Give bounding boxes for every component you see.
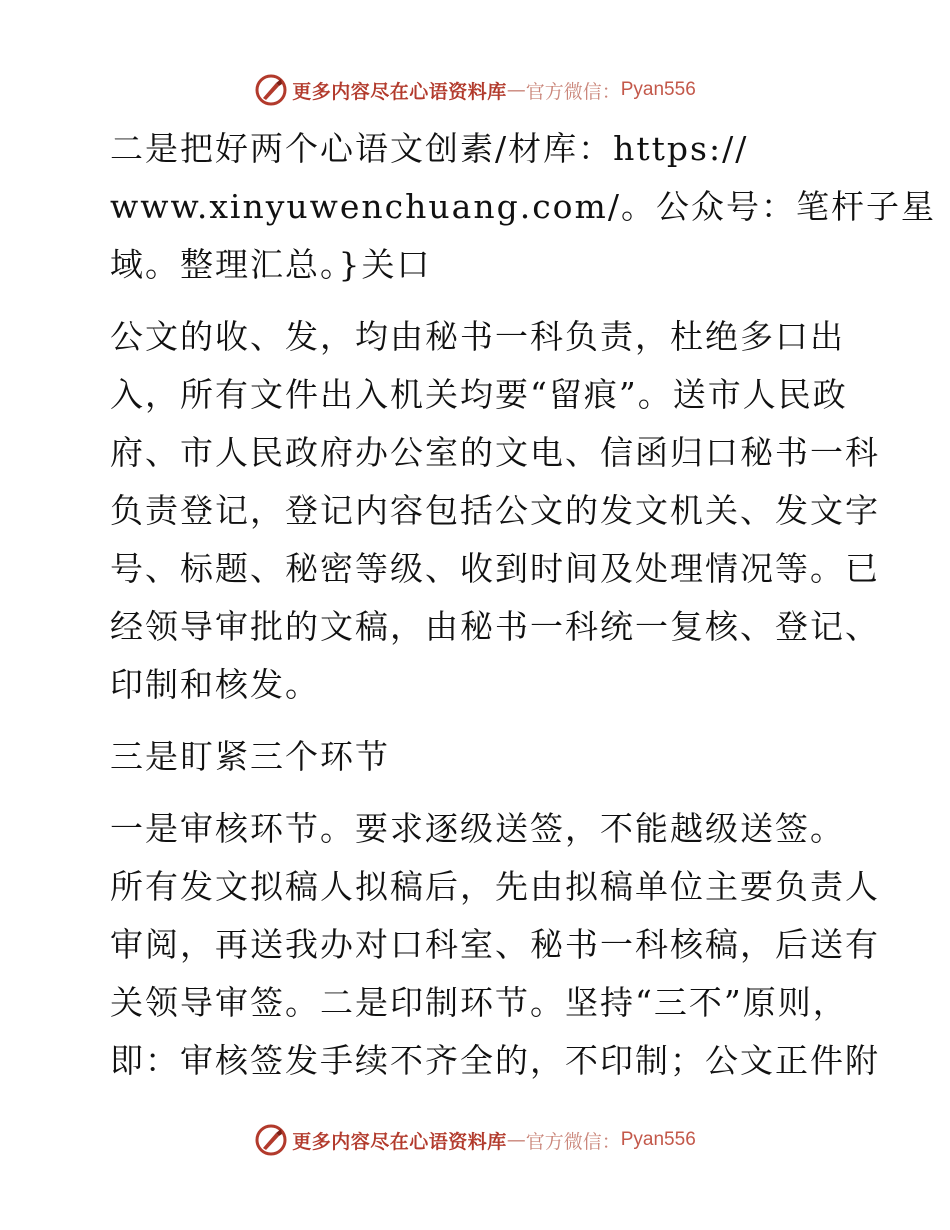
watermark-dash: —	[506, 79, 526, 101]
text-line: 入，所有文件出入机关均要“留痕”。送市人民政	[110, 375, 848, 414]
watermark-main-text: 更多内容尽在心语资料库	[292, 1130, 507, 1153]
paragraph-3	[98, 728, 858, 786]
text-line: 域。整理汇总。}关口	[110, 245, 432, 284]
paragraph-4	[98, 800, 880, 1090]
watermark-wechat-id: Pyan556	[620, 1129, 696, 1150]
document-body	[98, 120, 936, 1104]
footer-watermark	[0, 1120, 950, 1160]
text-line: 关领导审签。二是印制环节。坚持“三不”原则，	[110, 983, 848, 1022]
watermark-dash: —	[506, 1129, 526, 1151]
text-line: 审阅，再送我办对口科室、秘书一科核稿，后送有	[110, 925, 880, 964]
text-line: 负责登记，登记内容包括公文的发文机关、发文字	[110, 491, 880, 530]
text-line: 号、标题、秘密等级、收到时间及处理情况等。已	[110, 549, 880, 588]
text-line: 即：审核签发手续不齐全的，不印制；公文正件附	[110, 1041, 880, 1080]
header-watermark	[0, 70, 950, 110]
text-line: 所有发文拟稿人拟稿后，先由拟稿单位主要负责人	[110, 867, 880, 906]
paragraph-2	[98, 308, 880, 714]
text-line: 府、市人民政府办公室的文电、信函归口秘书一科	[110, 433, 880, 472]
watermark-wechat-label: 官方微信：	[525, 80, 621, 103]
text-line: 公文的收、发，均由秘书一科负责，杜绝多口出	[110, 317, 845, 356]
text-line: 印制和核发。	[110, 665, 320, 704]
text-line: 二是把好两个心语文创素/材库：https://	[110, 129, 749, 168]
text-line: 一是审核环节。要求逐级送签，不能越级送签。	[110, 809, 845, 848]
pen-logo-icon	[254, 73, 288, 107]
text-line: www.xinyuwenchuang.com/。公众号：笔杆子星	[110, 187, 936, 226]
text-line: 三是盯紧三个环节	[110, 737, 390, 776]
watermark-main-text: 更多内容尽在心语资料库	[292, 80, 507, 103]
watermark-wechat-label: 官方微信：	[525, 1130, 621, 1153]
pen-logo-icon	[254, 1123, 288, 1157]
text-line: 经领导审批的文稿，由秘书一科统一复核、登记、	[110, 607, 880, 646]
watermark-wechat-id: Pyan556	[620, 79, 696, 100]
paragraph-1	[98, 120, 936, 294]
